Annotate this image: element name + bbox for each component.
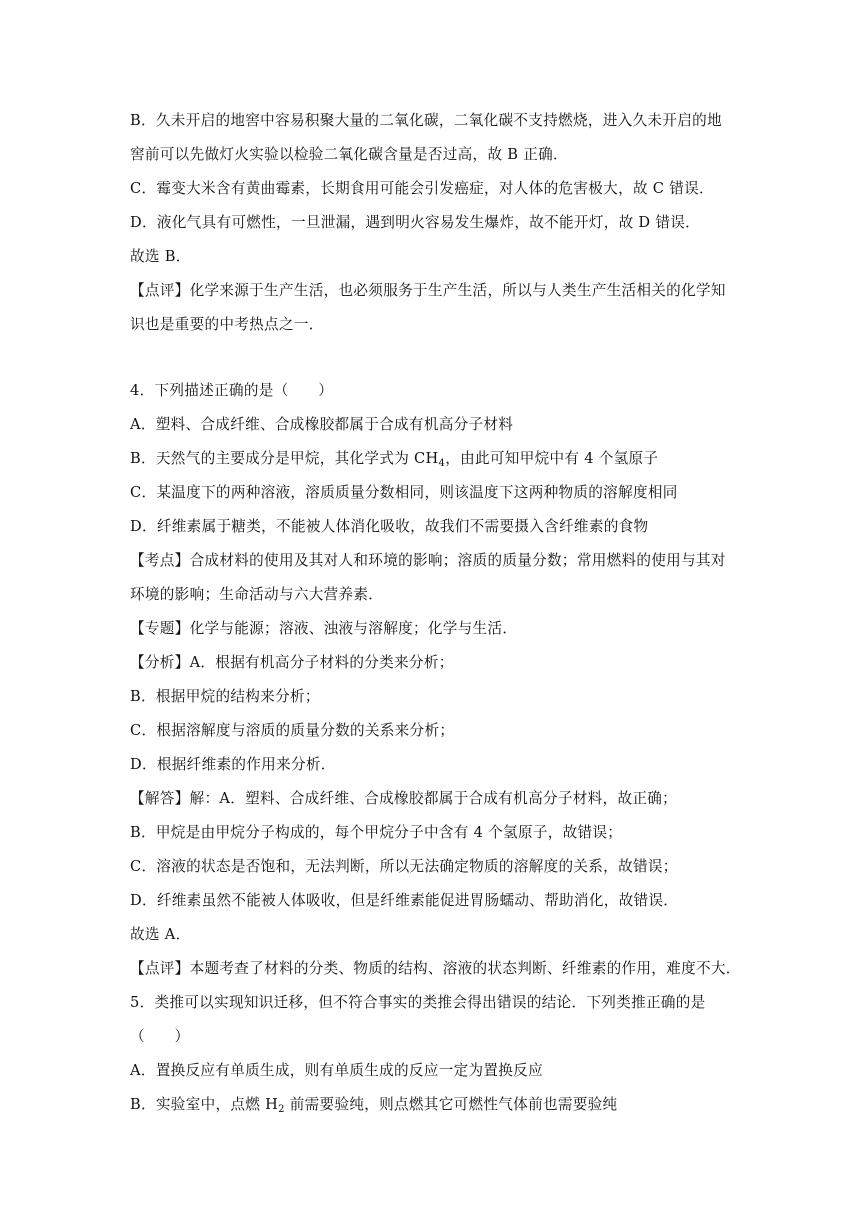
q3-option-d-explanation: D．液化气具有可燃性，一旦泄漏，遇到明火容易发生爆炸，故不能开灯，故 D 错误． (130, 214, 701, 231)
q4-jieda-d: D．纤维素虽然不能被人体吸收，但是纤维素能促进胃肠蠕动、帮助消化，故错误． (130, 892, 679, 909)
q4-option-d: D．纤维素属于糖类，不能被人体消化吸收，故我们不需要摄入含纤维素的食物 (130, 518, 649, 535)
q4-fenxi-c: C．根据溶解度与溶质的质量分数的关系来分析； (130, 722, 455, 739)
q5-option-b-text-end: 前需要验纯，则点燃其它可燃性气体前也需要验纯 (284, 1096, 618, 1113)
q5-option-b-text: B．实验室中，点燃 H (130, 1096, 279, 1113)
q5-option-b (130, 1095, 617, 1115)
q4-option-b-text-end: ，由此可知甲烷中有 4 个氢原子 (445, 450, 659, 467)
q5-stem-line2: （ ） (130, 1028, 190, 1045)
q5-stem-line1: 5．类推可以实现知识迁移，但不符合事实的类推会得出错误的结论．下列类推正确的是 (130, 994, 706, 1011)
q5-option-b-subscript: 2 (278, 1104, 285, 1115)
q4-option-a: A．塑料、合成纤维、合成橡胶都属于合成有机高分子材料 (130, 416, 514, 433)
q3-option-b-explanation-line2: 窖前可以先做灯火实验以检验二氧化碳含量是否过高，故 B 正确． (130, 146, 568, 163)
q3-option-b-explanation-line1: B．久未开启的地窖中容易积聚大量的二氧化碳，二氧化碳不支持燃烧，进入久未开启的地 (130, 112, 722, 129)
q4-kaodian-line1: 【考点】合成材料的使用及其对人和环境的影响；溶质的质量分数；常用燃料的使用与其对 (130, 552, 726, 569)
q4-jieda-b: B．甲烷是由甲烷分子构成的，每个甲烷分子中含有 4 个氢原子，故错误； (130, 824, 623, 841)
q4-option-c: C．某温度下的两种溶液，溶质质量分数相同，则该温度下这两种物质的溶解度相同 (130, 484, 678, 501)
q4-option-b-subscript: 4 (438, 458, 446, 469)
q4-comment: 【点评】本题考查了材料的分类、物质的结构、溶液的状态判断、纤维素的作用，难度不大． (130, 960, 741, 977)
q3-option-c-explanation: C．霉变大米含有黄曲霉素，长期食用可能会引发癌症，对人体的危害极大，故 C 错误． (130, 180, 714, 197)
q4-kaodian-line2: 环境的影响；生命活动与六大营养素． (130, 586, 384, 603)
q4-jieda-c: C．溶液的状态是否饱和，无法判断，所以无法确定物质的溶解度的关系，故错误； (130, 858, 678, 875)
q4-fenxi-d: D．根据纤维素的作用来分析． (130, 756, 336, 773)
q4-jieda-a: 【解答】解：A．塑料、合成纤维、合成橡胶都属于合成有机高分子材料，故正确； (130, 790, 678, 807)
q4-zhuanti: 【专题】化学与能源；溶液、浊液与溶解度；化学与生活． (130, 620, 518, 637)
q4-fenxi-b: B．根据甲烷的结构来分析； (130, 688, 320, 705)
q4-option-b (130, 449, 658, 469)
q5-option-a: A．置换反应有单质生成，则有单质生成的反应一定为置换反应 (130, 1062, 543, 1079)
q4-stem: 4．下列描述正确的是（ ） (130, 382, 334, 399)
q4-option-b-text: B．天然气的主要成分是甲烷，其化学式为 CH (130, 450, 439, 467)
q3-comment-line2: 识也是重要的中考热点之一． (130, 316, 324, 333)
q3-answer: 故选 B． (130, 248, 191, 265)
q3-comment-line1: 【点评】化学来源于生产生活，也必须服务于生产生活，所以与人类生产生活相关的化学知 (130, 282, 726, 299)
q4-fenxi-a: 【分析】A．根据有机高分子材料的分类来分析； (130, 654, 454, 671)
q4-answer: 故选 A． (130, 926, 191, 943)
